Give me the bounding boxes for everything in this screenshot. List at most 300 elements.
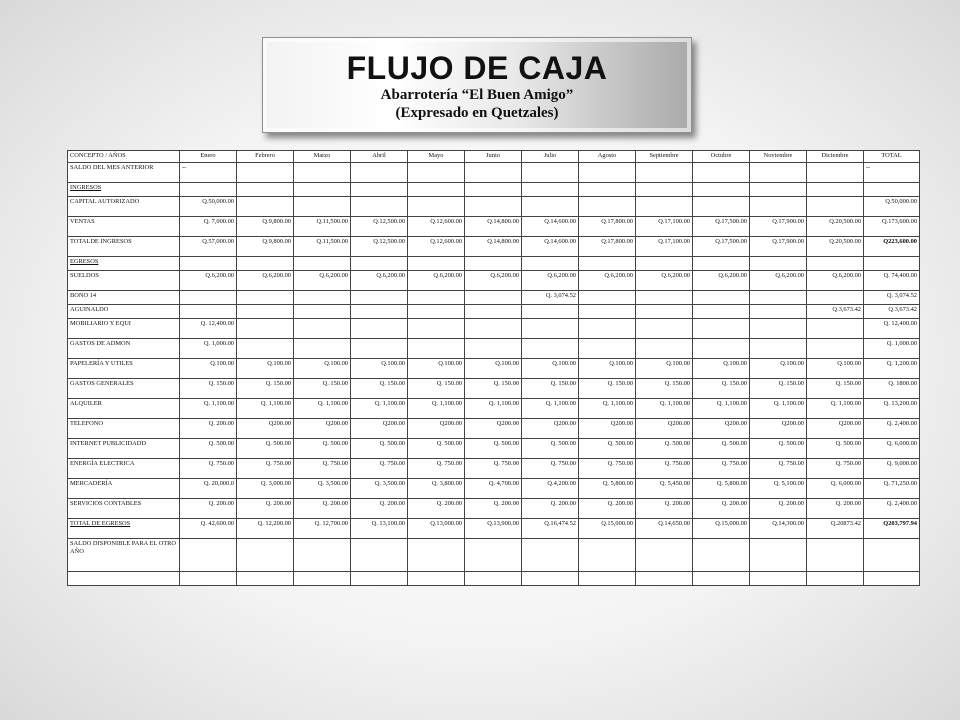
value-cell: [693, 183, 750, 197]
value-cell: [636, 572, 693, 586]
header-cell: Noviembre: [750, 151, 807, 163]
value-cell: Q.6,200.00: [180, 271, 237, 291]
table-row: [68, 163, 920, 183]
value-cell: Q. 1,100.00: [351, 399, 408, 419]
value-cell: Q. 1,100.00: [294, 399, 351, 419]
value-cell: [408, 291, 465, 305]
value-cell: Q.6,200.00: [579, 271, 636, 291]
row-label: TOTALDE INGRESOS: [68, 237, 180, 257]
value-cell: Q.14,600.00: [522, 217, 579, 237]
value-cell: Q. 3,500.00: [294, 479, 351, 499]
value-cell: Q. 1,000.00: [180, 339, 237, 359]
table-row: [68, 237, 920, 257]
value-cell: [522, 183, 579, 197]
value-cell: [522, 319, 579, 339]
total-cell: Q.50,000.00: [864, 197, 920, 217]
value-cell: [351, 257, 408, 271]
value-cell: Q.17,100.00: [636, 217, 693, 237]
value-cell: [351, 339, 408, 359]
header-cell: Agosto: [579, 151, 636, 163]
value-cell: Q.17,800.00: [579, 217, 636, 237]
value-cell: [465, 257, 522, 271]
total-cell: Q223,600.00: [864, 237, 920, 257]
value-cell: Q. 500.00: [750, 439, 807, 459]
total-cell: Q. 1800.00: [864, 379, 920, 399]
value-cell: Q. 1,100.00: [807, 399, 864, 419]
row-label: EGRESOS: [68, 257, 180, 271]
value-cell: [408, 197, 465, 217]
value-cell: [180, 572, 237, 586]
value-cell: Q. 150.00: [693, 379, 750, 399]
table-row: [68, 499, 920, 519]
value-cell: Q.14,300.00: [750, 519, 807, 539]
value-cell: [351, 197, 408, 217]
value-cell: Q.20,500.00: [807, 237, 864, 257]
value-cell: [750, 572, 807, 586]
value-cell: Q. 750.00: [180, 459, 237, 479]
value-cell: Q. 750.00: [237, 459, 294, 479]
value-cell: [522, 197, 579, 217]
value-cell: Q.6,200.00: [465, 271, 522, 291]
value-cell: Q.6,200.00: [636, 271, 693, 291]
total-cell: Q. 12,400.00: [864, 319, 920, 339]
value-cell: Q. 750.00: [636, 459, 693, 479]
header-cell: Enero: [180, 151, 237, 163]
value-cell: Q.12,500.00: [351, 237, 408, 257]
total-cell: [864, 257, 920, 271]
value-cell: Q. 500.00: [579, 439, 636, 459]
value-cell: Q. 1,100.00: [693, 399, 750, 419]
table-row: [68, 459, 920, 479]
row-label: AGUINALDO: [68, 305, 180, 319]
value-cell: [807, 319, 864, 339]
table-row: [68, 319, 920, 339]
value-cell: [180, 539, 237, 572]
value-cell: [693, 572, 750, 586]
row-label: TOTAL DE EGRESOS: [68, 519, 180, 539]
value-cell: [237, 319, 294, 339]
value-cell: [693, 319, 750, 339]
value-cell: [237, 197, 294, 217]
value-cell: [636, 539, 693, 572]
value-cell: Q.14,650.00: [636, 519, 693, 539]
value-cell: Q. 4,700.00: [465, 479, 522, 499]
row-label: INGRESOS: [68, 183, 180, 197]
value-cell: Q. 500.00: [180, 439, 237, 459]
value-cell: [750, 339, 807, 359]
header-cell: Octubre: [693, 151, 750, 163]
value-cell: Q. 5,800.00: [693, 479, 750, 499]
table-row: [68, 479, 920, 499]
value-cell: Q. 500.00: [807, 439, 864, 459]
value-cell: [294, 572, 351, 586]
value-cell: Q. 13,100.00: [351, 519, 408, 539]
value-cell: [636, 163, 693, 183]
value-cell: Q.9,800.00: [237, 217, 294, 237]
row-label: PAPELERÍA Y UTILES: [68, 359, 180, 379]
value-cell: Q. 500.00: [522, 439, 579, 459]
value-cell: [693, 291, 750, 305]
value-cell: [579, 197, 636, 217]
value-cell: [294, 539, 351, 572]
value-cell: [408, 257, 465, 271]
value-cell: Q. 200.00: [522, 499, 579, 519]
total-cell: Q.173,600.00: [864, 217, 920, 237]
value-cell: [750, 197, 807, 217]
value-cell: [465, 183, 522, 197]
value-cell: Q. 500.00: [408, 439, 465, 459]
value-cell: [408, 539, 465, 572]
title-box: [262, 37, 692, 133]
value-cell: Q.14,800.00: [465, 217, 522, 237]
value-cell: Q.4,200.00: [522, 479, 579, 499]
value-cell: Q. 150.00: [237, 379, 294, 399]
value-cell: [693, 257, 750, 271]
value-cell: Q. 500.00: [693, 439, 750, 459]
value-cell: [693, 197, 750, 217]
value-cell: [465, 305, 522, 319]
value-cell: [522, 539, 579, 572]
value-cell: Q.14,600.00: [522, 237, 579, 257]
value-cell: [636, 183, 693, 197]
value-cell: Q.13,000.00: [408, 519, 465, 539]
value-cell: Q. 500.00: [465, 439, 522, 459]
value-cell: [294, 163, 351, 183]
value-cell: [750, 183, 807, 197]
value-cell: Q.15,000.00: [693, 519, 750, 539]
value-cell: Q.13,900.00: [465, 519, 522, 539]
total-cell: Q. 3,074.52: [864, 291, 920, 305]
value-cell: Q.6,200.00: [294, 271, 351, 291]
value-cell: [465, 319, 522, 339]
value-cell: Q. 1,100.00: [750, 399, 807, 419]
value-cell: Q.6,200.00: [522, 271, 579, 291]
value-cell: [351, 572, 408, 586]
header-cell: Mayo: [408, 151, 465, 163]
value-cell: [180, 291, 237, 305]
row-label: SALDO DISPONIBLE PARA EL OTRO AÑO: [68, 539, 180, 572]
value-cell: Q.100.00: [522, 359, 579, 379]
value-cell: Q. 12,400.00: [180, 319, 237, 339]
table-row: [68, 539, 920, 572]
value-cell: [237, 183, 294, 197]
page-title: FLUJO DE CAJA: [346, 50, 608, 86]
value-cell: [636, 305, 693, 319]
table-row: [68, 217, 920, 237]
value-cell: [465, 163, 522, 183]
value-cell: Q.6,200.00: [408, 271, 465, 291]
value-cell: Q. 750.00: [579, 459, 636, 479]
value-cell: [465, 197, 522, 217]
value-cell: Q. 200.00: [636, 499, 693, 519]
value-cell: [807, 291, 864, 305]
row-label: SALDO DEL MES ANTERIOR: [68, 163, 180, 183]
value-cell: Q.17,500.00: [693, 237, 750, 257]
value-cell: Q. 3,800.00: [408, 479, 465, 499]
value-cell: Q. 5,100.00: [750, 479, 807, 499]
value-cell: Q. 150.00: [579, 379, 636, 399]
total-cell: [864, 572, 920, 586]
value-cell: Q.50,000.00: [180, 197, 237, 217]
value-cell: Q.17,100.00: [636, 237, 693, 257]
header-cell: Septiembre: [636, 151, 693, 163]
row-label: MOBILIARIO Y EQUI: [68, 319, 180, 339]
value-cell: [807, 572, 864, 586]
table-row: [68, 419, 920, 439]
value-cell: [351, 183, 408, 197]
table-row: [68, 291, 920, 305]
header-concept: CONCEPTO / AÑOS: [68, 151, 180, 163]
value-cell: [636, 291, 693, 305]
table-row: [68, 197, 920, 217]
value-cell: [807, 539, 864, 572]
row-label: CAPITAL AUTORIZADO: [68, 197, 180, 217]
row-label: INTERNET PUBLICIDADD: [68, 439, 180, 459]
value-cell: Q. 500.00: [351, 439, 408, 459]
value-cell: Q. 1,100.00: [237, 399, 294, 419]
value-cell: Q.12,500.00: [351, 217, 408, 237]
value-cell: [579, 183, 636, 197]
value-cell: Q200.00: [408, 419, 465, 439]
value-cell: Q. 3,500.00: [351, 479, 408, 499]
value-cell: [465, 539, 522, 572]
value-cell: Q. 12,700.00: [294, 519, 351, 539]
row-label: SUELDOS: [68, 271, 180, 291]
value-cell: Q.11,500.00: [294, 217, 351, 237]
value-cell: Q.100.00: [579, 359, 636, 379]
value-cell: [465, 339, 522, 359]
value-cell: Q.3,673.42: [807, 305, 864, 319]
value-cell: Q.100.00: [180, 359, 237, 379]
value-cell: Q. 150.00: [465, 379, 522, 399]
total-cell: Q. 9,000.00: [864, 459, 920, 479]
value-cell: Q. 200.00: [465, 499, 522, 519]
value-cell: Q. 750.00: [693, 459, 750, 479]
value-cell: Q. 7,000.00: [180, 217, 237, 237]
total-cell: [864, 539, 920, 572]
total-cell: Q. 1,000.00: [864, 339, 920, 359]
value-cell: [351, 539, 408, 572]
value-cell: Q. 1,100.00: [522, 399, 579, 419]
value-cell: Q. 42,600.00: [180, 519, 237, 539]
value-cell: Q.100.00: [408, 359, 465, 379]
value-cell: [237, 305, 294, 319]
value-cell: Q. 750.00: [750, 459, 807, 479]
row-label: TELEFONO: [68, 419, 180, 439]
value-cell: Q. 750.00: [807, 459, 864, 479]
value-cell: [294, 319, 351, 339]
value-cell: [750, 539, 807, 572]
value-cell: Q. 12,200.00: [237, 519, 294, 539]
value-cell: Q200.00: [237, 419, 294, 439]
value-cell: [408, 572, 465, 586]
value-cell: Q. 500.00: [294, 439, 351, 459]
value-cell: Q. 750.00: [522, 459, 579, 479]
value-cell: [408, 163, 465, 183]
value-cell: Q. 200.00: [750, 499, 807, 519]
value-cell: Q.11,500.00: [294, 237, 351, 257]
value-cell: [237, 291, 294, 305]
value-cell: [294, 197, 351, 217]
value-cell: Q.100.00: [750, 359, 807, 379]
header-cell: Febrero: [237, 151, 294, 163]
value-cell: [351, 319, 408, 339]
value-cell: Q. 150.00: [807, 379, 864, 399]
total-cell: Q. 74,400.00: [864, 271, 920, 291]
value-cell: Q. 1,100.00: [408, 399, 465, 419]
value-cell: Q. 150.00: [750, 379, 807, 399]
value-cell: Q.12,600.00: [408, 217, 465, 237]
value-cell: [693, 539, 750, 572]
value-cell: Q. 150.00: [180, 379, 237, 399]
value-cell: Q.6,200.00: [693, 271, 750, 291]
value-cell: [807, 163, 864, 183]
table-row: [68, 399, 920, 419]
value-cell: Q.100.00: [294, 359, 351, 379]
value-cell: Q. 1,100.00: [579, 399, 636, 419]
value-cell: [693, 339, 750, 359]
value-cell: [408, 319, 465, 339]
table-row: [68, 271, 920, 291]
value-cell: Q. 150.00: [522, 379, 579, 399]
value-cell: Q. 1,100.00: [180, 399, 237, 419]
total-cell: Q.3,673.42: [864, 305, 920, 319]
value-cell: Q.17,900.00: [750, 237, 807, 257]
total-cell: Q. 2,400.00: [864, 499, 920, 519]
value-cell: Q.6,200.00: [237, 271, 294, 291]
value-cell: Q. 200.00: [180, 499, 237, 519]
table-row: [68, 439, 920, 459]
value-cell: Q. 6,000.00: [807, 479, 864, 499]
value-cell: Q. 150.00: [351, 379, 408, 399]
value-cell: [522, 572, 579, 586]
value-cell: [807, 339, 864, 359]
value-cell: [465, 572, 522, 586]
row-label: GASTOS DE ADMON: [68, 339, 180, 359]
row-label: ALQUILER: [68, 399, 180, 419]
value-cell: [579, 319, 636, 339]
value-cell: [693, 163, 750, 183]
value-cell: Q.12,600.00: [408, 237, 465, 257]
value-cell: Q.14,800.00: [465, 237, 522, 257]
value-cell: Q.17,800.00: [579, 237, 636, 257]
value-cell: Q.100.00: [693, 359, 750, 379]
value-cell: Q200.00: [465, 419, 522, 439]
row-label: [68, 572, 180, 586]
value-cell: [750, 163, 807, 183]
value-cell: [636, 319, 693, 339]
table-header-row: [68, 151, 920, 163]
value-cell: Q.15,000.00: [579, 519, 636, 539]
value-cell: [237, 257, 294, 271]
total-cell: --: [864, 163, 920, 183]
header-cell: Julio: [522, 151, 579, 163]
table-row: [68, 339, 920, 359]
table-row: [68, 305, 920, 319]
row-label: MERCADERÍA: [68, 479, 180, 499]
value-cell: Q. 5,450.00: [636, 479, 693, 499]
value-cell: Q200.00: [579, 419, 636, 439]
value-cell: [351, 305, 408, 319]
total-cell: Q. 6,000.00: [864, 439, 920, 459]
value-cell: [522, 305, 579, 319]
value-cell: [237, 163, 294, 183]
value-cell: Q. 500.00: [237, 439, 294, 459]
value-cell: Q. 750.00: [465, 459, 522, 479]
header-cell: Diciembre: [807, 151, 864, 163]
value-cell: Q.17,900.00: [750, 217, 807, 237]
value-cell: [522, 163, 579, 183]
value-cell: Q.57,000.00: [180, 237, 237, 257]
value-cell: [294, 305, 351, 319]
value-cell: Q. 200.00: [693, 499, 750, 519]
value-cell: [294, 257, 351, 271]
table-row: [68, 257, 920, 271]
value-cell: [579, 291, 636, 305]
value-cell: --: [180, 163, 237, 183]
value-cell: Q.16,474.52: [522, 519, 579, 539]
value-cell: Q.100.00: [237, 359, 294, 379]
value-cell: [522, 339, 579, 359]
cash-flow-table: [67, 150, 920, 586]
value-cell: [579, 572, 636, 586]
row-label: SERVICIOS CONTABLES: [68, 499, 180, 519]
value-cell: Q. 200.00: [807, 499, 864, 519]
value-cell: [579, 305, 636, 319]
value-cell: Q200.00: [351, 419, 408, 439]
table-row: [68, 572, 920, 586]
total-cell: Q. 13,200.00: [864, 399, 920, 419]
value-cell: Q200.00: [693, 419, 750, 439]
value-cell: [807, 183, 864, 197]
value-cell: [180, 257, 237, 271]
value-cell: [579, 163, 636, 183]
value-cell: [579, 339, 636, 359]
value-cell: Q. 200.00: [351, 499, 408, 519]
business-name: Abarrotería “El Buen Amigo”: [380, 87, 574, 103]
value-cell: Q200.00: [636, 419, 693, 439]
value-cell: [237, 539, 294, 572]
value-cell: Q. 750.00: [408, 459, 465, 479]
value-cell: [465, 291, 522, 305]
value-cell: Q200.00: [294, 419, 351, 439]
value-cell: Q. 200.00: [408, 499, 465, 519]
header-cell: TOTAL: [864, 151, 920, 163]
value-cell: [750, 305, 807, 319]
value-cell: [351, 291, 408, 305]
value-cell: Q.9,800.00: [237, 237, 294, 257]
value-cell: [750, 319, 807, 339]
total-cell: Q. 2,400.00: [864, 419, 920, 439]
value-cell: Q.20,500.00: [807, 217, 864, 237]
value-cell: Q200.00: [522, 419, 579, 439]
value-cell: [237, 339, 294, 359]
value-cell: [408, 305, 465, 319]
header-cell: Marzo: [294, 151, 351, 163]
row-label: ENERGÍA ELECTRICA: [68, 459, 180, 479]
value-cell: [750, 291, 807, 305]
value-cell: Q.20873.42: [807, 519, 864, 539]
header-cell: Junio: [465, 151, 522, 163]
value-cell: [579, 539, 636, 572]
value-cell: [180, 183, 237, 197]
value-cell: Q. 750.00: [351, 459, 408, 479]
value-cell: Q. 200.00: [294, 499, 351, 519]
value-cell: Q. 500.00: [636, 439, 693, 459]
value-cell: Q. 1,100.00: [636, 399, 693, 419]
table-row: [68, 359, 920, 379]
value-cell: Q. 3,000.00: [237, 479, 294, 499]
